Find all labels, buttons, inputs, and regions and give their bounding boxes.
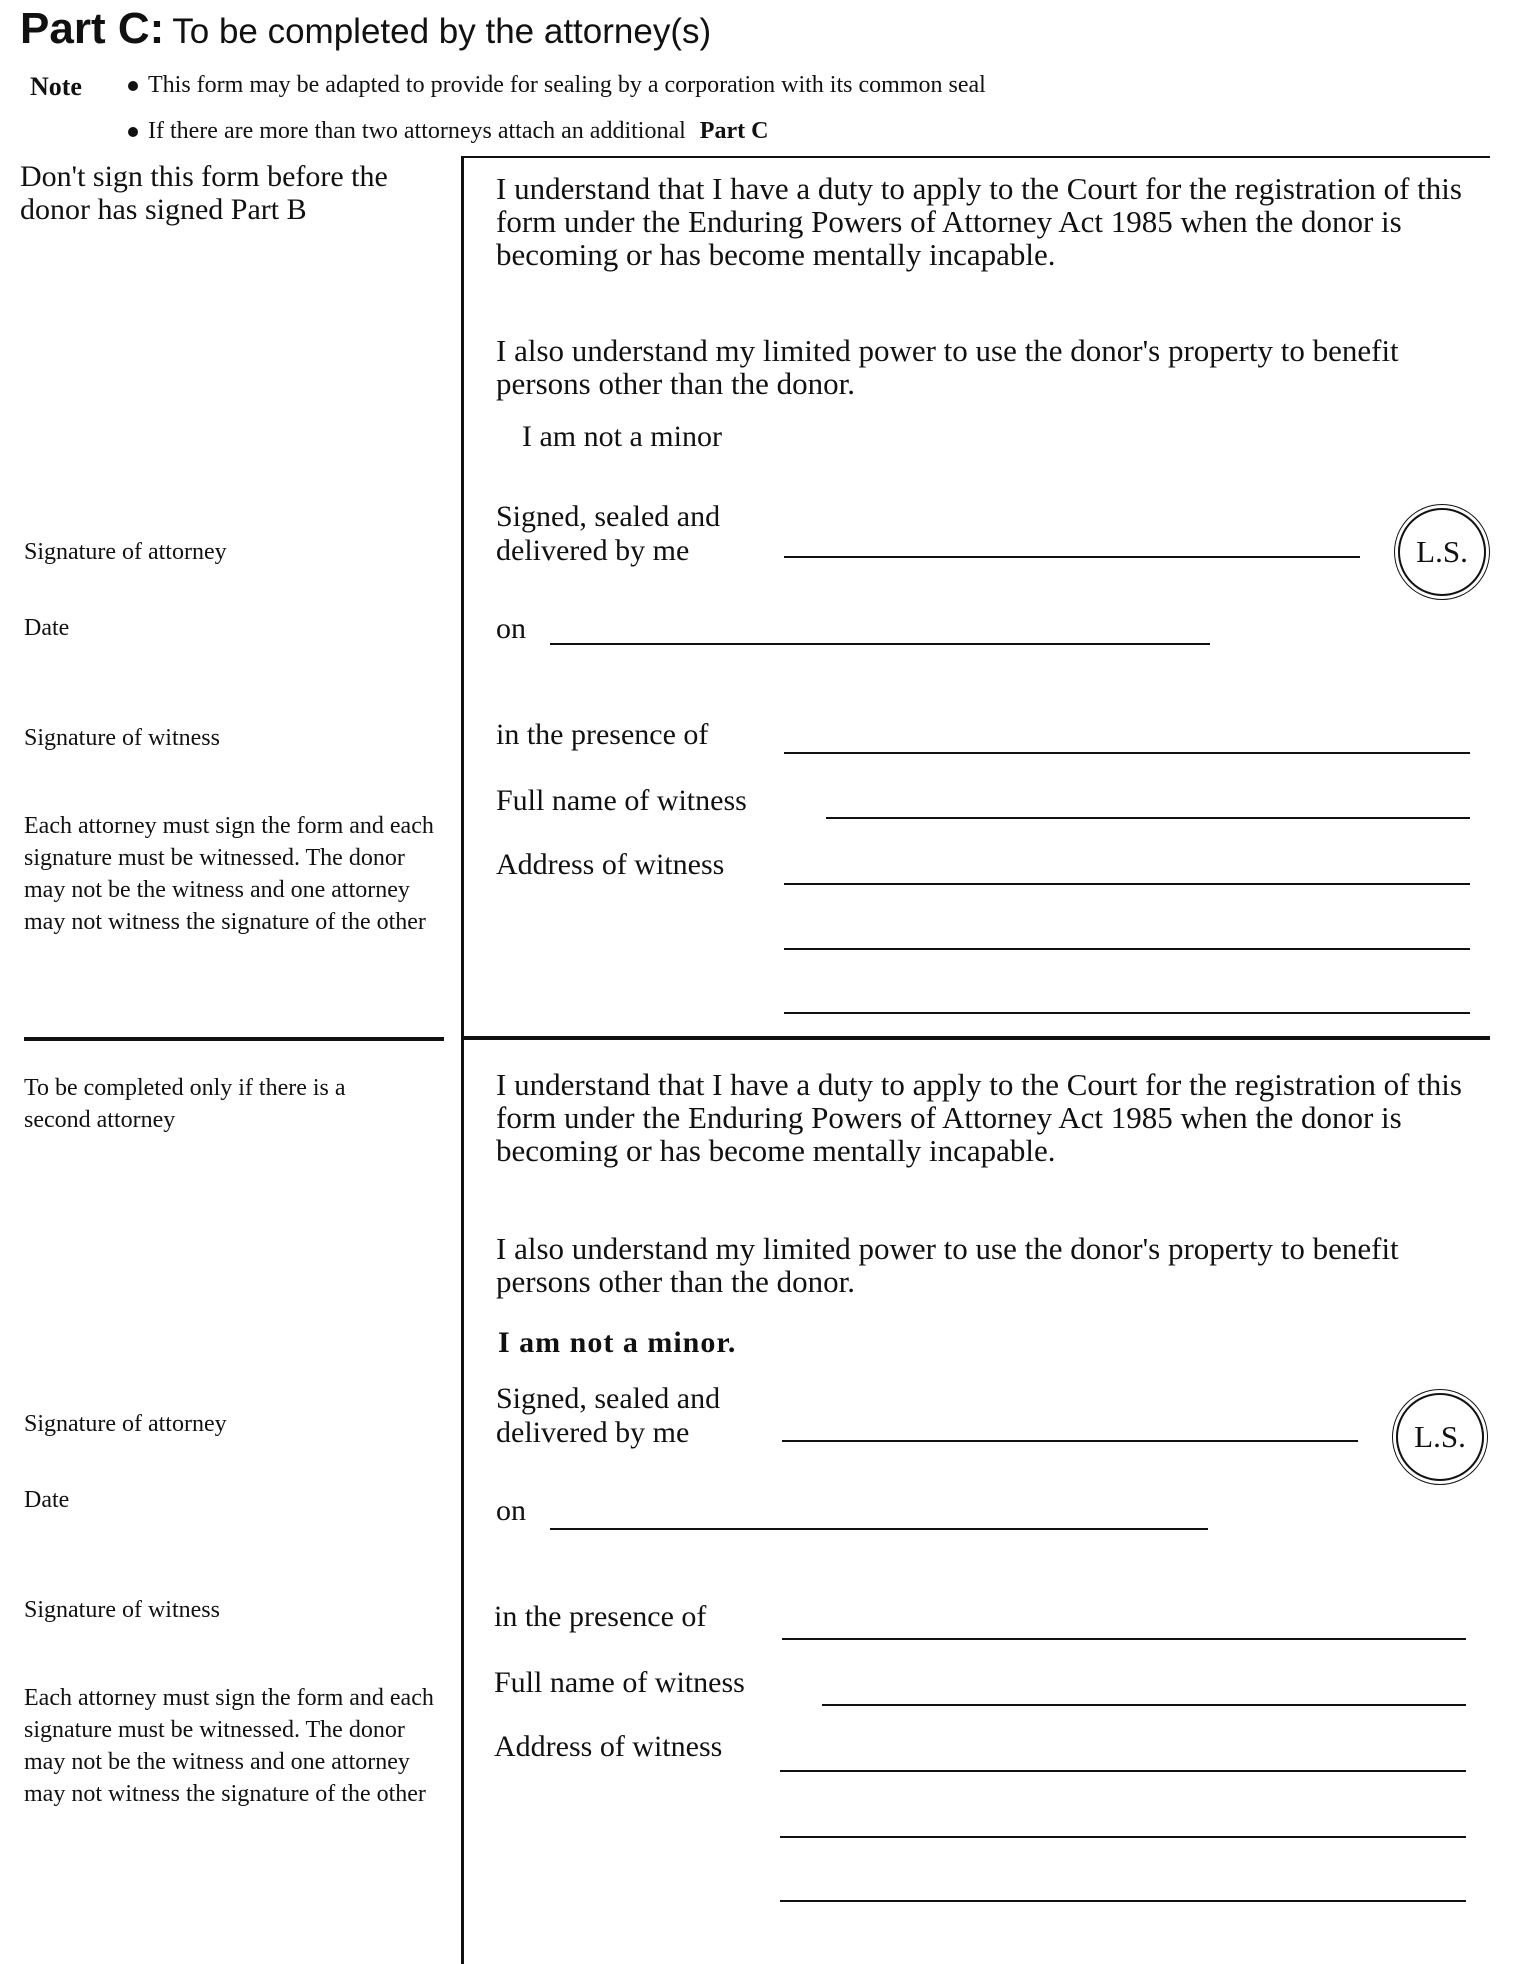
side-heading: To be completed only if there is a second attorney xyxy=(24,1075,346,1133)
witness-signature-line[interactable] xyxy=(784,752,1470,754)
attorney-signature-line[interactable] xyxy=(784,556,1360,558)
duty-paragraph: I understand that I have a duty to apply to the Court for the registration of this form under the Enduring Powers of Attorney Act 1985 when the donor is becoming or has become mentally incapable. xyxy=(496,171,1462,272)
date-label: Date xyxy=(24,615,70,641)
seal-icon: L.S. xyxy=(1398,508,1486,596)
witness-instructions: Each attorney must sign the form and each signature must be witnessed. The donor may not be the witness and one attorney may not witness the signature of the other xyxy=(24,1685,434,1807)
note-2-text: If there are more than two attorneys attach an additional xyxy=(148,118,686,144)
address-label: Address of witness xyxy=(496,848,725,881)
not-minor-statement: I am not a minor xyxy=(522,420,722,453)
witness-address-line-3[interactable] xyxy=(780,1900,1466,1902)
witness-name-line[interactable] xyxy=(822,1704,1466,1706)
not-minor-statement: I am not a minor. xyxy=(498,1326,737,1359)
limited-power-paragraph: I also understand my limited power to use the donor's property to benefit persons other than the donor. xyxy=(496,1231,1399,1299)
signed-label-line1: Signed, sealed and xyxy=(496,500,721,533)
signed-label-line1: Signed, sealed and xyxy=(496,1382,721,1415)
note-label: Note xyxy=(30,72,82,101)
signature-of-attorney-label: Signature of attorney xyxy=(24,1411,227,1437)
signature-of-witness-label: Signature of witness xyxy=(24,1597,220,1623)
witness-address-line-1[interactable] xyxy=(784,883,1470,885)
witness-address-line-2[interactable] xyxy=(780,1836,1466,1838)
witness-name-line[interactable] xyxy=(826,817,1470,819)
witness-address-line-1[interactable] xyxy=(780,1770,1466,1772)
form-title xyxy=(20,4,711,54)
on-label: on xyxy=(496,1494,526,1527)
top-rule xyxy=(462,156,1490,158)
attorney-signature-line[interactable] xyxy=(782,1440,1358,1442)
date-label: Date xyxy=(24,1487,70,1513)
witness-address-line-3[interactable] xyxy=(784,1012,1470,1014)
bullet-icon xyxy=(128,81,138,91)
seal-icon: L.S. xyxy=(1396,1393,1484,1481)
signed-label-line2: delivered by me xyxy=(496,534,690,567)
signature-of-attorney-label: Signature of attorney xyxy=(24,539,227,565)
side-heading: Don't sign this form before the donor has signed Part B xyxy=(20,160,388,226)
signed-label-line2: delivered by me xyxy=(496,1416,690,1449)
witness-instructions: Each attorney must sign the form and each signature must be witnessed. The donor may not be the witness and one attorney may not witness the signature of the other xyxy=(24,813,434,935)
bullet-icon xyxy=(128,127,138,137)
full-name-label: Full name of witness xyxy=(494,1666,745,1699)
date-line[interactable] xyxy=(550,1528,1208,1530)
presence-label: in the presence of xyxy=(494,1600,707,1633)
full-name-label: Full name of witness xyxy=(496,784,747,817)
part-label: Part C: xyxy=(20,4,165,53)
part-title: To be completed by the attorney(s) xyxy=(172,12,712,51)
limited-power-paragraph: I also understand my limited power to use the donor's property to benefit persons other than the donor. xyxy=(496,333,1399,401)
on-label: on xyxy=(496,612,526,645)
section-divider-left xyxy=(24,1037,444,1041)
signature-of-witness-label: Signature of witness xyxy=(24,725,220,751)
section-divider-right xyxy=(462,1036,1490,1040)
note-2-bold: Part C xyxy=(699,118,769,144)
duty-paragraph: I understand that I have a duty to apply to the Court for the registration of this form under the Enduring Powers of Attorney Act 1985 when the donor is becoming or has become mentally incapable. xyxy=(496,1067,1462,1168)
presence-label: in the presence of xyxy=(496,718,709,751)
note-1-text: This form may be adapted to provide for sealing by a corporation with its common seal xyxy=(148,72,986,98)
witness-signature-line[interactable] xyxy=(782,1638,1466,1640)
note-item-2 xyxy=(128,118,768,145)
witness-address-line-2[interactable] xyxy=(784,948,1470,950)
address-label: Address of witness xyxy=(494,1730,723,1763)
date-line[interactable] xyxy=(550,643,1210,645)
note-item-1 xyxy=(128,72,986,99)
column-divider xyxy=(461,156,464,1964)
